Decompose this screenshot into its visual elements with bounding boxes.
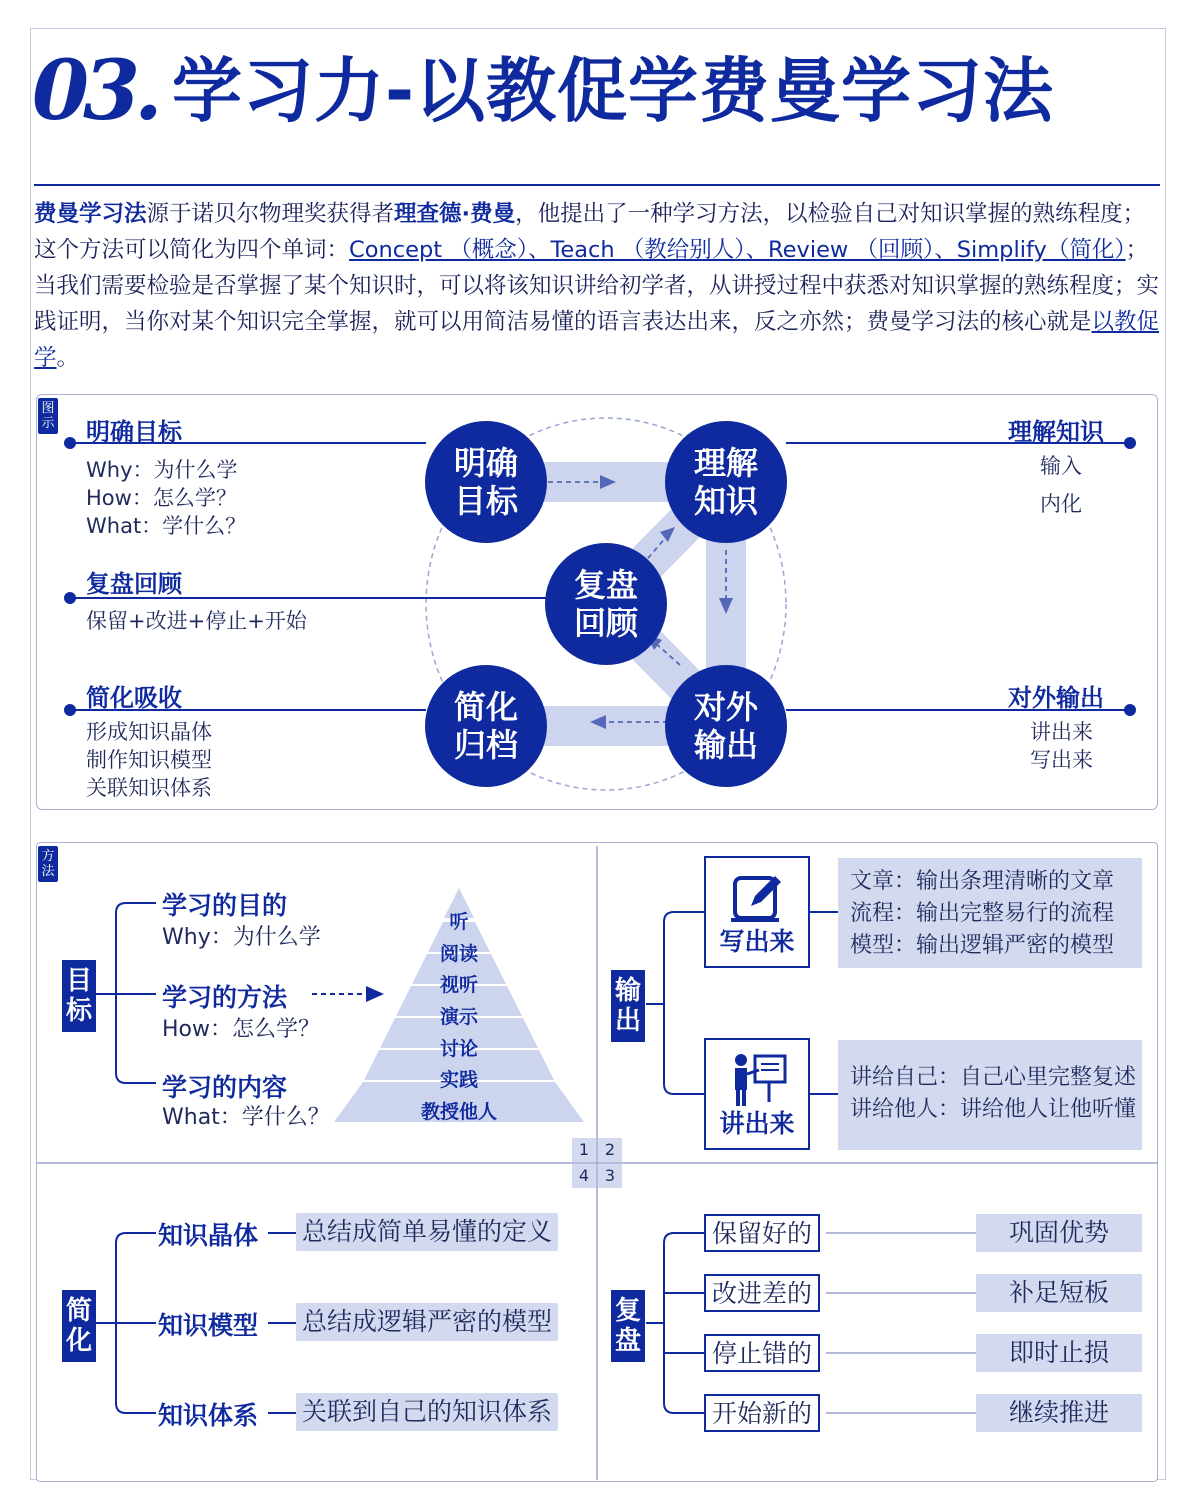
pyramid-level-2: 阅读 xyxy=(439,943,478,965)
simplify-line-1: 形成知识晶体 xyxy=(86,720,212,744)
understand-line-2: 内化 xyxy=(1040,492,1082,516)
q1-box-char-2: 标 xyxy=(65,996,92,1026)
simplify-line-2: 制作知识模型 xyxy=(86,748,212,772)
diagram-tag: 图示 xyxy=(38,398,58,434)
speak-box xyxy=(704,1038,810,1150)
q4-box-char-1: 复 xyxy=(614,1296,641,1326)
write-label: 写出来 xyxy=(719,927,795,956)
q1-goal-box xyxy=(62,960,96,1032)
circle-goal-l2: 目标 xyxy=(453,482,518,520)
quadrant-number-2: 2 xyxy=(598,1138,622,1162)
q2-box-char-2: 出 xyxy=(614,1006,641,1036)
goal-line-2: How：怎么学？ xyxy=(86,486,237,510)
write-line-2: 流程：输出完整易行的流程 xyxy=(850,901,1115,926)
q4-result-2: 补足短板 xyxy=(976,1274,1142,1312)
intro-term: 费曼学习法 xyxy=(34,201,147,227)
q4-action-2: 改进差的 xyxy=(704,1274,820,1312)
q1-box-char-1: 目 xyxy=(65,966,92,996)
circle-goal-l1: 明确 xyxy=(453,444,518,482)
pyramid-level-3: 视听 xyxy=(439,974,478,996)
intro-keywords: Concept （概念）、Teach （教给别人）、Review （回顾）、Simplify（简化） xyxy=(349,237,1126,263)
q3-key-3: 知识体系 xyxy=(158,1401,259,1430)
simplify-line-3: 关联知识体系 xyxy=(86,776,212,800)
goal-line-3: What：学什么？ xyxy=(86,514,247,538)
q4-action-4: 开始新的 xyxy=(704,1394,820,1432)
write-line-3: 模型：输出逻辑严密的模型 xyxy=(850,933,1115,958)
q3-simplify-box xyxy=(62,1290,96,1362)
goal-line-1: Why：为什么学 xyxy=(86,458,238,482)
q2-output-box xyxy=(611,970,645,1042)
output-line-2: 写出来 xyxy=(1030,748,1093,772)
q4-result-3: 即时止损 xyxy=(976,1334,1142,1372)
intro-text: 源于诺贝尔物理奖获得者 xyxy=(146,201,395,227)
circle-understand-l2: 知识 xyxy=(693,482,758,520)
page-title: 学习力-以教促学费曼学习法 xyxy=(172,50,1055,132)
edit-icon xyxy=(729,868,789,928)
understand-line-1: 输入 xyxy=(1040,454,1082,478)
label-understand: 理解知识 xyxy=(1008,418,1104,446)
write-line-1: 文章：输出条理清晰的文章 xyxy=(850,869,1115,894)
circle-output-l1: 对外 xyxy=(693,688,758,726)
q4-box-char-2: 盘 xyxy=(614,1326,641,1356)
presenter-icon xyxy=(729,1050,789,1110)
q1-bracket xyxy=(96,903,156,1083)
label-simplify: 简化吸收 xyxy=(86,684,182,712)
q3-value-3: 关联到自己的知识体系 xyxy=(296,1393,558,1431)
q1-item-3-title: 学习的内容 xyxy=(162,1073,288,1102)
intro-text: 。 xyxy=(56,345,80,371)
intro-person: 理查德·费曼 xyxy=(394,201,516,227)
output-line-1: 讲出来 xyxy=(1030,720,1093,744)
q4-review-box xyxy=(611,1290,645,1362)
write-details xyxy=(838,858,1142,968)
review-line-1: 保留+改进+停止+开始 xyxy=(86,609,307,633)
q3-box-char-1: 简 xyxy=(65,1296,92,1326)
pyramid-level-4: 演示 xyxy=(439,1006,478,1028)
pyramid-level-6: 实践 xyxy=(439,1069,478,1091)
q1-item-2-sub: How：怎么学？ xyxy=(162,1017,320,1042)
q1-item-3-sub: What：学什么？ xyxy=(162,1105,330,1130)
q3-key-2: 知识模型 xyxy=(158,1311,259,1340)
q3-key-1: 知识晶体 xyxy=(158,1221,259,1250)
q4-action-1: 保留好的 xyxy=(704,1214,820,1252)
intro-text: ；当我们需要检验是否掌握了某个知识时，可以将该知识讲给初学者，从讲授过程中获悉对知识掌握的熟练程度；实践证明，当你对某个知识完全掌握，就可以用简洁易懂的语言表达出来，反之亦然；费曼学习法的核心就是 xyxy=(34,237,1160,335)
q1-item-1-sub: Why：为什么学 xyxy=(162,925,321,950)
q3-value-2: 总结成逻辑严密的模型 xyxy=(296,1303,558,1341)
intro-text: ，他提出了一种学习方法，以检验自己对知识掌握的熟练程度；这个方法可以简化为四个单词： xyxy=(34,201,1146,263)
quadrant-number-4: 4 xyxy=(572,1164,596,1188)
q1-item-2-title: 学习的方法 xyxy=(162,983,288,1012)
circle-simplify-l2: 归档 xyxy=(453,726,518,764)
pyramid-level-1: 听 xyxy=(449,911,469,933)
q4-action-3: 停止错的 xyxy=(704,1334,820,1372)
label-output: 对外输出 xyxy=(1008,684,1104,712)
q4-result-4: 继续推进 xyxy=(976,1394,1142,1432)
q2-box-char-1: 输 xyxy=(614,976,641,1006)
quadrant-number-3: 3 xyxy=(598,1164,622,1188)
q4-links xyxy=(826,1233,976,1413)
intro-core: 以教促学 xyxy=(34,309,1160,371)
circle-review-l1: 复盘 xyxy=(573,566,638,604)
quadrant-number-1: 1 xyxy=(572,1138,596,1162)
circle-output-l2: 输出 xyxy=(693,726,758,764)
speak-line-2: 讲给他人：讲给他人让他听懂 xyxy=(850,1097,1137,1122)
title-number: 03. xyxy=(32,43,157,139)
q1-item-1-title: 学习的目的 xyxy=(162,891,288,920)
pyramid-level-5: 讨论 xyxy=(439,1038,478,1060)
q4-bracket xyxy=(646,1233,706,1413)
circle-simplify-l1: 简化 xyxy=(453,688,518,726)
pyramid-level-7: 教授他人 xyxy=(420,1101,497,1123)
speak-details xyxy=(838,1040,1142,1150)
speak-label: 讲出来 xyxy=(719,1109,795,1138)
q3-box-char-2: 化 xyxy=(65,1326,92,1356)
q3-value-1: 总结成简单易懂的定义 xyxy=(296,1213,558,1251)
method-tag: 方法 xyxy=(38,846,58,882)
speak-line-1: 讲给自己：自己心里完整复述 xyxy=(850,1065,1137,1090)
label-goal: 明确目标 xyxy=(86,418,182,446)
q4-result-1: 巩固优势 xyxy=(976,1214,1142,1252)
write-box xyxy=(704,856,810,968)
circle-review-l2: 回顾 xyxy=(573,604,638,642)
circle-understand-l1: 理解 xyxy=(693,444,758,482)
label-review: 复盘回顾 xyxy=(86,570,182,598)
